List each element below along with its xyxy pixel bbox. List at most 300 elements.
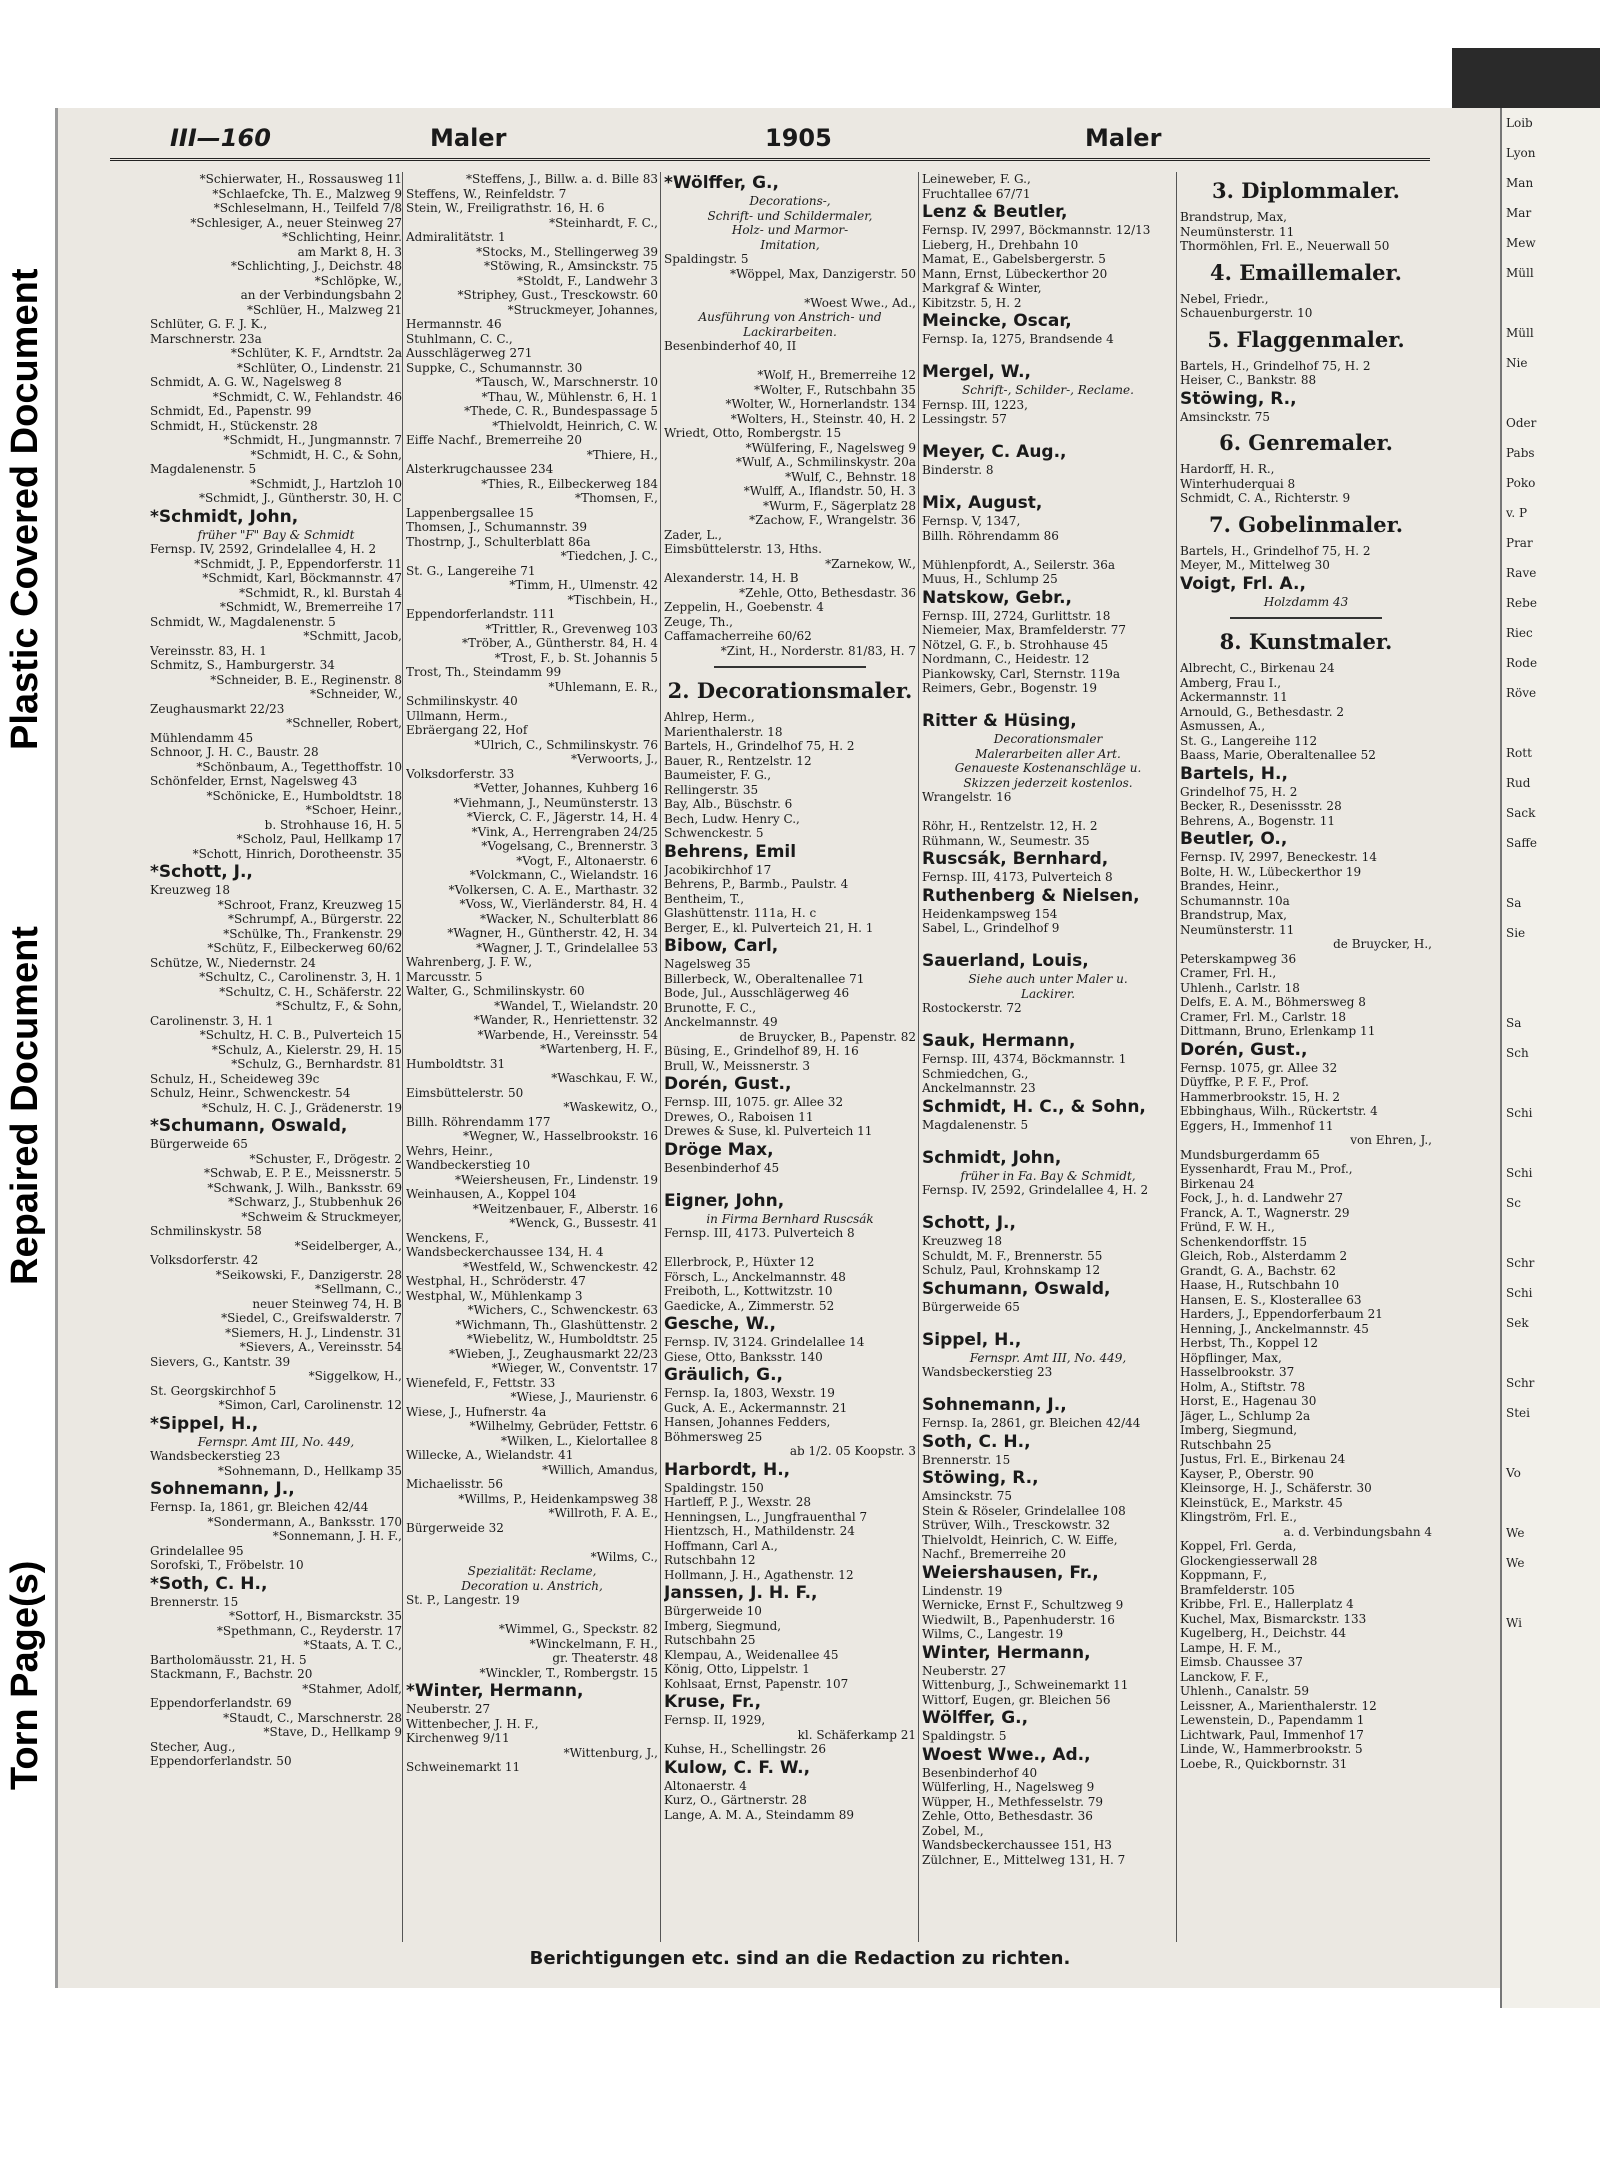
directory-entry: Winterhuderquai 8 [1180, 476, 1296, 491]
directory-entry: Wittorf, Eugen, gr. Bleichen 56 [922, 1692, 1111, 1707]
directory-entry: Holzdamm 43 [1263, 594, 1349, 609]
directory-entry: Marcusstr. 5 [406, 969, 483, 984]
directory-entry: Bartels, H., Grindelhof 75, H. 2 [1180, 543, 1371, 558]
directory-entry: Stecher, Aug., [150, 1739, 236, 1754]
section-heading: 8. Kunstmaler. [1219, 629, 1393, 654]
entry-address: *Schwab, E. P. E., Meissnerstr. 5 [203, 1166, 402, 1180]
directory-entry: Schuldt, M. F., Brennerstr. 55 [922, 1248, 1103, 1263]
firm-name: Beutler, O., [1180, 829, 1288, 849]
header-year: 1905 [765, 124, 832, 152]
entry-address: *Volkersen, C. A. E., Marthastr. 32 [448, 882, 658, 897]
directory-entry: Kirchenweg 9/11 [406, 1731, 510, 1745]
firm-name: Bartels, H., [1180, 763, 1288, 784]
directory-entry: Cramer, Frl. M., Carlstr. 18 [1180, 1009, 1347, 1024]
directory-entry: Fernsp. IV, 2997, Beneckestr. 14 [1180, 850, 1377, 864]
entry-address: *Willich, Amandus, [542, 1462, 658, 1477]
directory-entry [922, 696, 1174, 711]
directory-entry: Suppke, C., Schumannstr. 30 [406, 360, 583, 375]
directory-entry: Harders, J., Eppendorferbaum 21 [1180, 1307, 1383, 1321]
directory-entry: Walter, G., Schmilinskystr. 60 [406, 984, 585, 998]
directory-entry: Eppendorferlandstr. 111 [406, 607, 556, 621]
entry-address: *Wegner, W., Hasselbrookstr. 16 [462, 1129, 658, 1143]
directory-entry: Fernsp. IV, 2997, Böckmannstr. 12/13 [922, 223, 1151, 237]
directory-entry: Rutschbahn 25 [664, 1633, 756, 1647]
directory-entry: Kleinsorge, H. J., Schäferstr. 30 [1180, 1481, 1372, 1495]
entry-address: früher in Fa. Bay & Schmidt, [960, 1168, 1136, 1183]
directory-entry: Willecke, A., Wielandstr. 41 [406, 1448, 574, 1462]
firm-name: Schmidt, H. C., & Sohn, [922, 1096, 1146, 1117]
directory-entry: Rühmann, W., Seumestr. 35 [922, 833, 1090, 848]
directory-entry [664, 354, 916, 369]
directory-entry: Decorationsmaler [993, 732, 1103, 746]
directory-entry: Eiffe Nachf., Bremerreihe 20 [406, 433, 583, 447]
directory-entry: Brull, W., Meissnerstr. 3 [664, 1058, 811, 1073]
directory-entry [922, 1016, 1174, 1031]
header-title-right: Maler [1085, 124, 1162, 152]
firm-name: *Winter, Hermann, [406, 1681, 584, 1701]
directory-entry: Eggers, H., Immenhof 11 [1180, 1118, 1334, 1133]
entry-address: *Struckmeyer, Johannes, [507, 302, 658, 317]
directory-entry: Vereinsstr. 83, H. 1 [150, 643, 267, 658]
directory-entry: Lindenstr. 19 [922, 1583, 1003, 1598]
directory-entry: St. P., Langestr. 19 [406, 1593, 520, 1607]
directory-entry: Zehle, Otto, Bethesdastr. 36 [922, 1809, 1093, 1823]
directory-entry: Eimsb. Chaussee 37 [1180, 1655, 1303, 1669]
firm-name: Dorén, Gust., [1180, 1039, 1308, 1060]
directory-entry: Schmidt, A. G. W., Nagelsweg 8 [150, 375, 342, 389]
directory-entry: Meyer, M., Mittelweg 30 [1180, 558, 1330, 572]
firm-name: Eigner, John, [664, 1190, 785, 1211]
directory-entry: Rutschbahn 25 [1180, 1437, 1272, 1452]
adjacent-page-fragment [1502, 378, 1600, 408]
entry-address: *Schmidt, C. W., Fehlandstr. 46 [212, 389, 402, 404]
section-divider [1230, 617, 1381, 619]
adjacent-page-fragment: Man [1506, 176, 1534, 190]
adjacent-page-fragment: Sc [1506, 1196, 1521, 1210]
firm-name: Dorén, Gust., [664, 1074, 792, 1094]
directory-entry: Ullmann, Herm., [406, 708, 508, 723]
directory-entry: Besenbinderhof 45 [664, 1160, 780, 1175]
directory-entry: Bürgerweide 65 [150, 1137, 248, 1151]
column-1 [150, 172, 402, 1942]
adjacent-page-fragment: Schi [1506, 1286, 1533, 1300]
entry-address: *Spethmann, C., Reyderstr. 17 [216, 1623, 402, 1638]
directory-entry: Altonaerstr. 4 [664, 1778, 747, 1793]
entry-address: *Schlaefcke, Th. E., Malzweg 9 [212, 186, 402, 201]
directory-entry: Piankowsky, Carl, Sternstr. 119a [922, 666, 1121, 681]
entry-address: *Vetter, Johannes, Kuhberg 16 [473, 781, 658, 795]
directory-entry: Stackmann, F., Bachstr. 20 [150, 1667, 313, 1681]
entry-address: *Stave, D., Hellkamp 9 [263, 1725, 402, 1739]
entry-address: an der Verbindungsbahn 2 [240, 288, 402, 302]
entry-address: *Wieben, J., Zeughausmarkt 22/23 [449, 1346, 658, 1361]
directory-entry: Kibitzstr. 5, H. 2 [922, 295, 1022, 310]
firm-name: Kruse, Fr., [664, 1692, 762, 1712]
directory-entry: Fernsp. 1075, gr. Allee 32 [1180, 1060, 1338, 1075]
directory-entry: Schulz, Paul, Krohnskamp 12 [922, 1263, 1101, 1277]
entry-address: *Schroot, Franz, Kreuzweg 15 [217, 897, 402, 912]
entry-address: *Schwarz, J., Stubbenhuk 26 [228, 1195, 402, 1209]
directory-entry [922, 543, 1174, 558]
directory-entry: Klempau, A., Weidenallee 45 [664, 1647, 839, 1662]
directory-entry: Schmidt, H., Stückenstr. 28 [150, 418, 318, 433]
directory-entry: Giese, Otto, Banksstr. 140 [664, 1349, 823, 1364]
entry-address: *Siggelkow, H., [308, 1369, 402, 1383]
entry-address: *Vierck, C. F., Jägerstr. 14, H. 4 [466, 810, 658, 824]
entry-address: *Siedel, C., Greifswalderstr. 7 [221, 1311, 402, 1325]
entry-address: *Wilms, C., [590, 1549, 658, 1564]
directory-entry: Kurz, O., Gärtnerstr. 28 [664, 1793, 807, 1807]
adjacent-page-fragment: Nie [1506, 356, 1528, 370]
entry-address: *Wittenburg, J., [563, 1745, 658, 1760]
directory-entry: Schauenburgerstr. 10 [1180, 306, 1313, 320]
adjacent-page-fragment: Müll [1506, 326, 1534, 340]
directory-entry: Grindelallee 95 [150, 1543, 244, 1558]
entry-address: *Wenck, G., Bussestr. 41 [509, 1216, 658, 1230]
directory-entry: Kuhse, H., Schellingstr. 26 [664, 1742, 826, 1756]
adjacent-page-fragment [1502, 288, 1600, 318]
entry-address: *Wartenberg, H. F., [540, 1042, 658, 1056]
adjacent-page-fragment: Schi [1506, 1106, 1533, 1120]
directory-entry: Becker, R., Desenissstr. 28 [1180, 799, 1342, 813]
directory-entry: Malerarbeiten aller Art. [975, 746, 1121, 761]
directory-entry: Försch, L., Anckelmannstr. 48 [664, 1269, 846, 1284]
entry-address: *Wolters, H., Steinstr. 40, H. 2 [730, 411, 916, 426]
directory-entry: Brandes, Heinr., [1180, 879, 1280, 893]
directory-entry: Steffens, W., Reinfeldstr. 7 [406, 186, 567, 201]
adjacent-page-fragment: Sek [1506, 1316, 1529, 1330]
entry-address: *Schierwater, H., Rossausweg 11 [199, 172, 402, 186]
directory-entry: Drewes, O., Raboisen 11 [664, 1109, 814, 1124]
directory-entry: Arnould, G., Bethesdastr. 2 [1180, 704, 1345, 719]
directory-entry: Hollmann, J. H., Agathenstr. 12 [664, 1567, 854, 1582]
directory-entry: Wandsbeckerchaussee 134, H. 4 [406, 1245, 604, 1259]
directory-entry: Schmidt, C. A., Richterstr. 9 [1180, 491, 1351, 505]
entry-address: von Ehren, J., [1350, 1133, 1432, 1147]
directory-entry: Wüpper, H., Methfesselstr. 79 [922, 1794, 1104, 1809]
directory-entry: Siehe auch unter Maler u. [968, 972, 1128, 986]
directory-entry: Schulz, H., Scheideweg 39c [150, 1071, 320, 1086]
directory-entry: Gleich, Rob., Alsterdamm 2 [1180, 1249, 1348, 1263]
directory-entry: Ausschlägerweg 271 [406, 346, 533, 360]
directory-entry: Carolinenstr. 3, H. 1 [150, 1013, 274, 1028]
directory-entry: Neuberstr. 27 [922, 1663, 1007, 1678]
column-rule [918, 172, 919, 1942]
entry-address: *Steinhardt, F. C., [549, 215, 658, 230]
page-number: III—160 [170, 124, 271, 152]
directory-entry: Wrangelstr. 16 [922, 790, 1012, 804]
directory-entry: Westphal, W., Mühlenkamp 3 [406, 1288, 583, 1303]
adjacent-page-fragment: We [1506, 1526, 1525, 1540]
directory-entry: Mundsburgerdamm 65 [1180, 1147, 1320, 1162]
entry-address: *Tiedchen, J. C., [560, 549, 658, 563]
directory-entry: Fernsp. III, 4374, Böckmannstr. 1 [922, 1052, 1127, 1066]
spine-label-repaired: Repaired Document [4, 926, 46, 1285]
directory-entry: Nebel, Friedr., [1180, 291, 1269, 306]
section-heading: 3. Diplommaler. [1212, 178, 1400, 203]
directory-entry: Bech, Ludw. Henry C., [664, 811, 800, 826]
directory-entry: Fruchtallee 67/71 [922, 186, 1031, 201]
firm-name: Sauk, Hermann, [922, 1031, 1076, 1051]
directory-entry: Marienthalerstr. 18 [664, 724, 783, 739]
firm-name: Bibow, Carl, [664, 936, 779, 956]
adjacent-page-fragment: Rud [1506, 776, 1531, 790]
directory-entry: Hartleff, P. J., Wexstr. 28 [664, 1495, 811, 1509]
entry-address: *Timm, H., Ulmenstr. 42 [509, 578, 658, 592]
entry-address: *Schlichting, J., Deichstr. 48 [230, 259, 402, 273]
entry-address: *Wiebelitz, W., Humboldtstr. 25 [466, 1332, 658, 1346]
directory-entry: Strüver, Wilh., Tresckowstr. 32 [922, 1518, 1111, 1532]
directory-entry: Fock, J., h. d. Landwehr 27 [1180, 1191, 1343, 1205]
directory-entry: Drewes & Suse, kl. Pulverteich 11 [664, 1124, 873, 1138]
entry-address: am Markt 8, H. 3 [297, 244, 402, 259]
directory-entry: Bolte, H. W., Lübeckerthor 19 [1180, 864, 1362, 879]
adjacent-page-fragment: Rebe [1506, 596, 1537, 610]
directory-entry: St. Georgskirchhof 5 [150, 1383, 277, 1398]
entry-address: *Sohnemann, D., Hellkamp 35 [217, 1463, 402, 1478]
directory-entry: Fründ, F. W. H., [1180, 1220, 1275, 1234]
adjacent-page-fragment: Mar [1506, 206, 1532, 220]
directory-entry: Uhlenh., Carlstr. 18 [1180, 980, 1300, 995]
entry-address: *Voss, W., Vierländerstr. 84, H. 4 [459, 897, 658, 911]
directory-entry: Schrift-, Schilder-, Reclame. [962, 383, 1134, 397]
directory-entry: Amsinckstr. 75 [1180, 409, 1271, 424]
directory-entry: Ebräergang 22, Hof [406, 723, 528, 737]
column-rule [1176, 172, 1177, 1942]
directory-entry: Skizzen jederzeit kostenlos. [963, 775, 1133, 790]
entry-address: *Thielvoldt, Heinrich, C. W. [492, 418, 658, 433]
adjacent-page-fragment: Wi [1506, 1616, 1522, 1630]
entry-address: *Weiersheusen, Fr., Lindenstr. 19 [455, 1172, 658, 1187]
directory-entry: Bay, Alb., Büschstr. 6 [664, 797, 793, 811]
entry-address: *Zarnekow, W., [825, 556, 916, 571]
adjacent-page-fragment [1502, 1578, 1600, 1608]
directory-entry: Horst, E., Hagenau 30 [1180, 1394, 1317, 1408]
directory-entry: Holm, A., Stiftstr. 78 [1180, 1379, 1306, 1394]
directory-entry: Mühlendamm 45 [150, 730, 254, 745]
directory-entry: König, Otto, Lippelstr. 1 [664, 1662, 810, 1676]
directory-entry: Uhlenh., Canalstr. 59 [1180, 1684, 1310, 1698]
directory-entry [664, 1175, 916, 1190]
directory-entry: Fernspr. Amt III, No. 449, [197, 1434, 355, 1449]
directory-entry: Wittenburg, J., Schweinemarkt 11 [922, 1678, 1129, 1692]
directory-entry: Herbst, Th., Koppel 12 [1180, 1336, 1319, 1350]
entry-address: *Waschkau, F. W., [551, 1071, 658, 1085]
directory-entry: St. G., Langereihe 112 [1180, 733, 1318, 748]
directory-entry: Fernsp. Ia, 1275, Brandsende 4 [922, 332, 1114, 346]
directory-entry: Franck, A. T., Wagnerstr. 29 [1180, 1205, 1350, 1220]
entry-address: *Wandel, T., Wielandstr. 20 [494, 998, 658, 1013]
entry-address: *Simon, Carl, Carolinenstr. 12 [218, 1398, 402, 1412]
entry-address: de Bruycker, B., Papenstr. 82 [739, 1029, 916, 1044]
entry-address: *Schultz, C. H., Schäferstr. 22 [219, 984, 402, 999]
entry-address: *Schweim & Struckmeyer, [241, 1209, 402, 1224]
directory-entry: Binderstr. 8 [922, 463, 994, 477]
directory-entry: Bartholomäusstr. 21, H. 5 [150, 1652, 307, 1667]
entry-address: de Bruycker, H., [1333, 937, 1432, 951]
entry-address: ab 1/2. 05 Koopstr. 3 [789, 1444, 916, 1458]
firm-name: Sauerland, Louis, [922, 951, 1089, 971]
entry-address: *Schrumpf, A., Bürgerstr. 22 [227, 912, 402, 926]
directory-entry: Hientzsch, H., Mathildenstr. 24 [664, 1524, 855, 1538]
directory-entry: Wülferling, H., Nagelsweg 9 [922, 1780, 1095, 1794]
entry-address: *Verwoorts, J., [571, 752, 658, 766]
directory-entry: Bartels, H., Grindelhof 75, H. 2 [1180, 358, 1371, 373]
entry-address: *Schultz, C., Carolinenstr. 3, H. 1 [199, 970, 402, 984]
directory-entry: Koppel, Frl. Gerda, [1180, 1539, 1297, 1553]
entry-address: *Wagner, J. T., Grindelallee 53 [476, 940, 658, 955]
entry-address: *Schlüer, H., Malzweg 21 [246, 302, 402, 317]
directory-entry: Humboldtstr. 31 [406, 1056, 506, 1071]
directory-entry: Henningsen, L., Jungfrauenthal 7 [664, 1509, 868, 1524]
entry-address: *Winckelmann, F. H., [529, 1636, 658, 1651]
directory-entry: Bürgerweide 65 [922, 1299, 1020, 1314]
directory-entry: Stein, W., Freiligrathstr. 16, H. 6 [406, 201, 605, 215]
firm-name: Schott, J., [922, 1213, 1016, 1233]
entry-address: neuer Steinweg 74, H. B [252, 1296, 402, 1311]
directory-entry: Amberg, Frau I., [1180, 675, 1282, 690]
directory-entry: Hermannstr. 46 [406, 317, 502, 331]
directory-entry: Dittmann, Bruno, Erlenkamp 11 [1180, 1024, 1376, 1038]
directory-entry: Ackermannstr. 11 [1180, 690, 1288, 704]
adjacent-page-fragment: Sie [1506, 926, 1526, 940]
directory-entry [922, 1132, 1174, 1147]
directory-entry: Fernsp. IV, 2592, Grindelallee 4, H. 2 [922, 1183, 1149, 1197]
adjacent-page-fragment: Mew [1506, 236, 1536, 250]
directory-entry [664, 1241, 916, 1256]
entry-address: *Wimmel, G., Speckstr. 82 [498, 1622, 658, 1636]
directory-entry: Grindelhof 75, H. 2 [1180, 784, 1298, 799]
firm-name: Stöwing, R., [1180, 388, 1297, 409]
entry-address: *Wöppel, Max, Danzigerstr. 50 [730, 266, 916, 281]
directory-entry: Kreuzweg 18 [150, 883, 230, 897]
directory-entry: Nagelsweg 35 [664, 957, 751, 971]
directory-entry: Ausführung von Anstrich- und [698, 310, 882, 324]
directory-entry: Bramfelderstr. 105 [1180, 1582, 1295, 1597]
directory-entry: Fernsp. IV, 2592, Grindelallee 4, H. 2 [150, 542, 377, 556]
directory-entry: Haase, H., Rutschbahn 10 [1180, 1278, 1340, 1292]
directory-entry: Wiedwilt, B., Papenhuderstr. 16 [922, 1612, 1115, 1627]
entry-address: *Wiese, J., Maurienstr. 6 [510, 1390, 658, 1404]
directory-entry: Baass, Marie, Oberaltenallee 52 [1180, 748, 1376, 762]
entry-address: *Seidelberger, A., [294, 1238, 402, 1253]
directory-entry: Zeughausmarkt 22/23 [150, 701, 285, 716]
directory-entry: Glockengiesserwall 28 [1180, 1553, 1318, 1568]
entry-address: *Siemers, H. J., Lindenstr. 31 [225, 1325, 402, 1340]
directory-entry [922, 1380, 1174, 1395]
firm-name: Janssen, J. H. F., [664, 1583, 818, 1603]
directory-entry: Berger, E., kl. Pulverteich 21, H. 1 [664, 920, 874, 935]
spine-label-partial: Torn Page(s) [4, 1560, 46, 1790]
directory-entry: Hammerbrookstr. 15, H. 2 [1180, 1089, 1341, 1104]
entry-address: *Schneller, Robert, [286, 716, 402, 730]
directory-entry: Wandbeckerstieg 10 [406, 1158, 531, 1172]
entry-address: *Schmidt, J., Hartzloh 10 [250, 476, 402, 491]
directory-entry: Zülchner, E., Mittelweg 131, H. 7 [922, 1852, 1126, 1867]
adjacent-page-fragment: Schi [1506, 1166, 1533, 1180]
entry-address: *Uhlemann, E. R., [548, 679, 658, 694]
firm-name: Weiershausen, Fr., [922, 1562, 1099, 1583]
entry-address: in Firma Bernhard Ruscsák [706, 1211, 874, 1226]
directory-entry: Zeppelin, H., Goebenstr. 4 [664, 600, 824, 614]
firm-name: Sippel, H., [922, 1329, 1022, 1350]
directory-entry: Zader, L., [664, 527, 722, 542]
entry-address: *Schneider, B. E., Reginenstr. 8 [210, 672, 402, 687]
adjacent-page-fragment: Stei [1506, 1406, 1530, 1420]
directory-entry: Amsinckstr. 75 [922, 1489, 1013, 1503]
directory-entry: Lange, A. M. A., Steindamm 89 [664, 1807, 854, 1822]
directory-entry: Zeuge, Th., [664, 614, 733, 629]
adjacent-page-fragment: Sch [1506, 1046, 1529, 1060]
directory-entry: Loebe, R., Quickbornstr. 31 [1180, 1756, 1348, 1771]
directory-entry: Höpflinger, Max, [1180, 1350, 1282, 1365]
entry-address: *Schlöpke, W., [314, 273, 402, 288]
directory-entry: Lackirer. [1020, 986, 1076, 1001]
entry-address: *Schuster, F., Drögestr. 2 [249, 1151, 402, 1166]
entry-address: *Schönbaum, A., Tegetthoffstr. 10 [196, 759, 402, 774]
directory-entry: Albrecht, C., Birkenau 24 [1180, 661, 1335, 675]
directory-entry: Spaldingstr. 5 [922, 1729, 1007, 1743]
directory-entry: Fernsp. II, 1929, [664, 1713, 766, 1727]
directory-entry: Weinhausen, A., Koppel 104 [406, 1187, 577, 1201]
adjacent-page-fragment: Pabs [1506, 446, 1535, 460]
firm-name: Schumann, Oswald, [922, 1278, 1111, 1299]
directory-entry: Fernsp. III, 4173. Pulverteich 8 [664, 1226, 855, 1240]
directory-entry: Fernspr. Amt III, No. 449, [969, 1350, 1127, 1365]
adjacent-page-fragment [1502, 1128, 1600, 1158]
adjacent-page-strip [1500, 108, 1600, 2008]
header-title-left: Maler [430, 124, 507, 152]
directory-entry: Decoration u. Anstrich, [461, 1578, 603, 1593]
entry-address: *Sonnemann, J. H. F., [272, 1529, 402, 1543]
entry-address: *Staudt, C., Marschnerstr. 28 [223, 1710, 402, 1725]
directory-entry: Rellingerstr. 35 [664, 782, 759, 797]
directory-entry: Sabel, L., Grindelhof 9 [922, 921, 1060, 935]
footer-notice: Berichtigungen etc. sind an die Redaction zu richten. [529, 1948, 1071, 1969]
directory-entry: Bartels, H., Grindelhof 75, H. 2 [664, 739, 855, 753]
directory-entry: Lanckow, F. F., [1180, 1669, 1269, 1684]
entry-address: *Warbende, H., Vereinsstr. 54 [477, 1027, 658, 1042]
entry-address: *Ulrich, C., Schmilinskystr. 76 [474, 737, 658, 752]
section-heading: 7. Gobelinmaler. [1208, 511, 1404, 537]
directory-entry: Birkenau 24 [1180, 1176, 1255, 1191]
directory-entry: Justus, Frl. E., Birkenau 24 [1180, 1452, 1346, 1466]
directory-entry: Stuhlmann, C. C., [406, 331, 513, 346]
entry-address: *Wolter, W., Hornerlandstr. 134 [725, 397, 916, 411]
directory-entry: Nordmann, C., Heidestr. 12 [922, 652, 1090, 666]
section-heading: 6. Genremaler. [1219, 430, 1393, 455]
adjacent-page-fragment [1502, 948, 1600, 978]
entry-address: *Steffens, J., Billw. a. d. Bille 83 [465, 172, 658, 186]
directory-entry: St. G., Langereihe 71 [406, 563, 536, 578]
entry-address: *Thiere, H., [586, 447, 658, 462]
directory-entry: Rutschbahn 12 [664, 1553, 756, 1567]
directory-entry: Schwenckestr. 5 [664, 826, 764, 840]
directory-entry: Lackirarbeiten. [743, 324, 837, 339]
directory-entry: Cramer, Frl. H., [1180, 966, 1277, 980]
directory-entry: Stein & Röseler, Grindelallee 108 [922, 1503, 1126, 1518]
entry-address: *Schlüter, O., Lindenstr. 21 [236, 360, 402, 375]
entry-address: *Westfeld, W., Schwenckestr. 42 [463, 1259, 658, 1274]
directory-entry: Kreuzweg 18 [922, 1234, 1002, 1248]
directory-entry: Imberg, Siegmund, [664, 1618, 782, 1633]
directory-entry: Hansen, E. S., Klosterallee 63 [1180, 1292, 1362, 1307]
entry-address: *Waskewitz, O., [563, 1100, 658, 1114]
entry-address: *Winckler, T., Rombergstr. 15 [479, 1665, 658, 1680]
entry-address: *Tröber, A., Güntherstr. 84, H. 4 [462, 636, 658, 650]
entry-address: *Schulz, G., Bernhardstr. 81 [231, 1057, 402, 1071]
entry-address: *Wulf, C., Behnstr. 18 [785, 469, 916, 484]
